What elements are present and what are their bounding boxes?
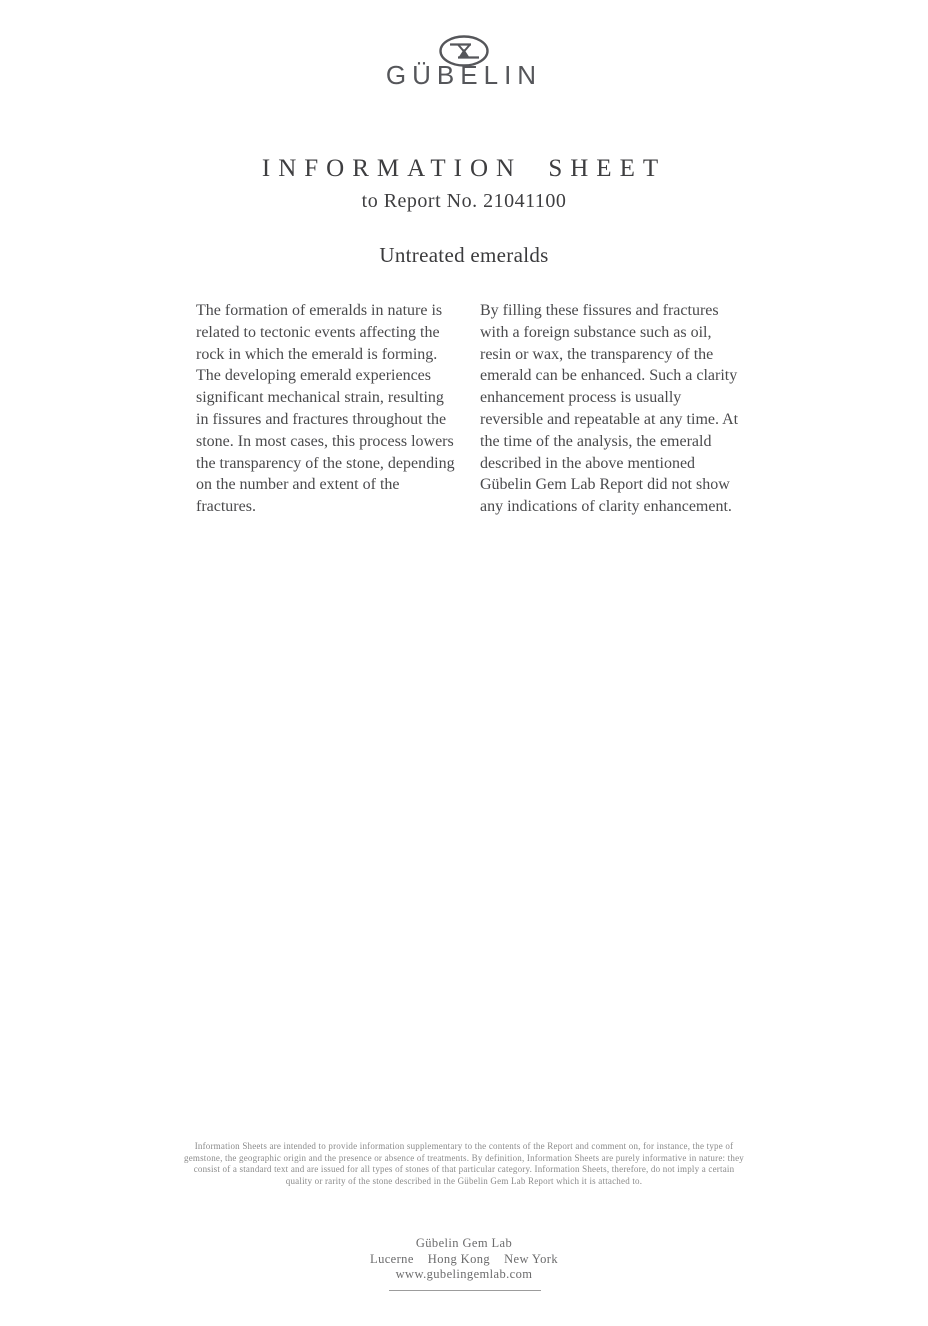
category-heading: Untreated emeralds xyxy=(379,243,549,267)
body-column-left: The formation of emeralds in nature is related to tectonic events affecting the rock in which the emerald is forming. The developing emerald experiences significant mechanical strain, resulting in fissures and fractures throughout the stone. In most cases, this process lowers the transparency of the stone, depending on the number and extent of the fractures. xyxy=(196,302,455,516)
footer-location-lucerne: Lucerne xyxy=(370,1251,414,1266)
footer-location-hongkong: Hong Kong xyxy=(427,1251,491,1266)
report-subtitle: to Report No. 21041100 xyxy=(361,190,567,212)
footer-location-newyork: New York xyxy=(504,1251,558,1266)
page-title: INFORMATION SHEET xyxy=(261,155,667,182)
footer xyxy=(0,1236,928,1283)
footer-divider xyxy=(389,1290,541,1291)
footer-lab-name: Gübelin Gem Lab xyxy=(415,1236,513,1250)
body-column-right: By filling these fissures and fractures with a foreign substance such as oil, resin or wax, the transparency of the emerald can be enhanced. Such a clarity enhancement process is usually reversible and repeatable at any time. At the time of the analysis, the emerald described in the above mentioned Gübelin Gem Lab Report did not show any indications of clarity enhancement. xyxy=(480,302,739,516)
footer-website: www.gubelingemlab.com xyxy=(395,1267,533,1282)
brand-wordmark: GÜBELIN xyxy=(385,60,543,90)
body-columns xyxy=(196,300,742,518)
footer-locations xyxy=(0,1252,928,1268)
disclaimer-text: Information Sheets are intended to provide information supplementary to the contents of the Report and comment on, for instance, the type of gemstone, the geographic origin and the presence or absence of treatments. By definition, Information Sheets are purely informative in nature: they consist of a standard text and are issued for all types of stones of that particular category. Information Sheets, therefore, do not imply a certain quality or rarity of the stone described in the Gübelin Gem Lab Report which it is attached to. xyxy=(184,1141,744,1186)
